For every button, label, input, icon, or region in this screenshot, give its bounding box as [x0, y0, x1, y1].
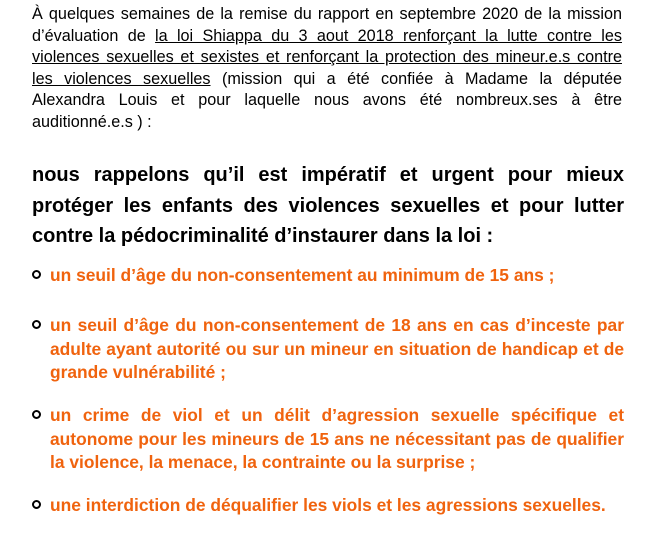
intro-text-end: (mission qui a été confiée à Madame la députée Alexandra Louis et pour laquelle nous avons été nombreux.ses à être auditionné.e.s ) :	[32, 69, 622, 131]
circle-bullet-icon	[32, 500, 41, 509]
intro-paragraph	[32, 4, 622, 133]
intro-text-start: À quelques semaines de la remise du rapport en septembre 2020 de la mission d’évaluation de	[32, 5, 622, 45]
law-reference-link[interactable]: la loi Shiappa du 3 aout 2018 renforçant la lutte contre les violences sexuelles et sexistes et renforçant la protection des mineur.e.s contre les violences sexuelles	[32, 26, 622, 88]
list-item	[32, 314, 624, 385]
circle-bullet-icon	[32, 320, 41, 329]
list-item-text: un crime de viol et un délit d’agression sexuelle spécifique et autonome pour les mineurs de 15 ans ne nécessitant pas de qualifier la violence, la menace, la contrainte ou la surprise ;	[50, 405, 624, 472]
circle-bullet-icon	[32, 410, 41, 419]
list-item-text: une interdiction de déqualifier les viols et les agressions sexuelles.	[50, 495, 606, 515]
circle-bullet-icon	[32, 270, 41, 279]
list-item	[32, 404, 624, 475]
list-item	[32, 494, 624, 518]
list-item	[32, 264, 624, 288]
lead-statement: nous rappelons qu’il est impératif et urgent pour mieux protéger les enfants des violences sexuelles et pour lutter contre la pédocriminalité d’instaurer dans la loi :	[32, 164, 624, 247]
list-item-text: un seuil d’âge du non-consentement de 18 ans en cas d’inceste par adulte ayant autorité ou sur un mineur en situation de handicap et de grande vulnérabilité ;	[50, 315, 624, 382]
list-item-text: un seuil d’âge du non-consentement au minimum de 15 ans ;	[50, 265, 555, 285]
